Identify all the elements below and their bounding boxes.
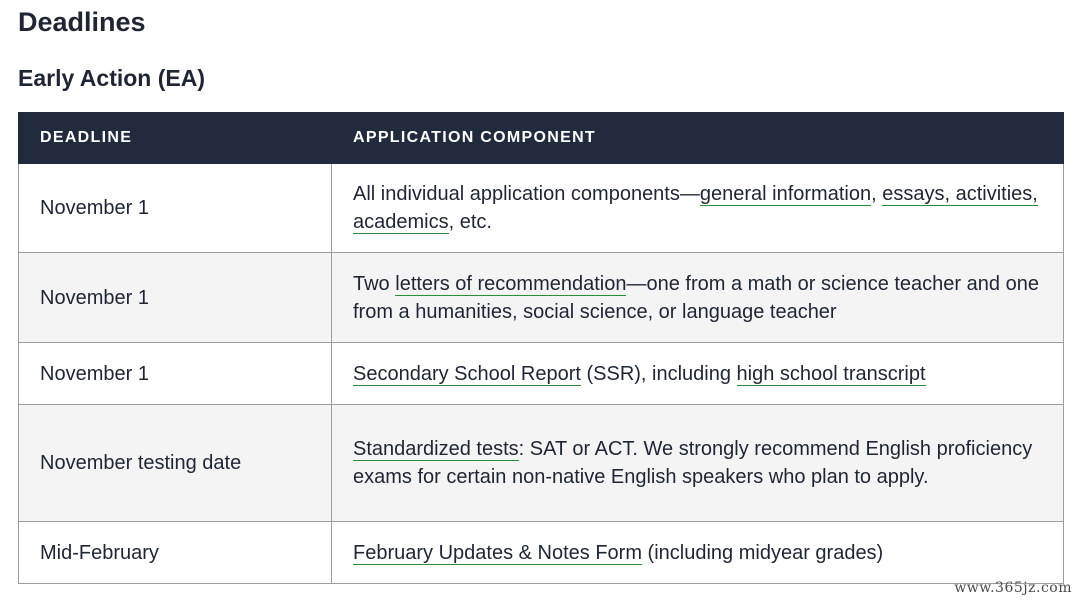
page-title: Deadlines	[18, 7, 146, 37]
table-row	[19, 253, 1064, 343]
letters-of-recommendation-link[interactable]: letters of recommendation	[395, 272, 627, 295]
general-information-link[interactable]: general information	[699, 183, 872, 205]
component-cell	[332, 253, 1064, 343]
secondary-school-report-link[interactable]: Secondary School Report	[353, 362, 581, 385]
table-row	[19, 164, 1064, 253]
component-cell	[332, 405, 1064, 522]
high-school-transcript-link[interactable]: high school transcript	[736, 362, 926, 385]
table-row	[19, 405, 1064, 522]
component-cell	[332, 522, 1064, 584]
deadline-cell: November 1	[19, 164, 332, 253]
february-updates-notes-form-link[interactable]: February Updates & Notes Form	[353, 541, 642, 564]
component-text: , etc.	[448, 211, 492, 233]
deadline-cell: November testing date	[19, 405, 332, 522]
watermark: www.365jz.com	[954, 580, 1072, 596]
component-cell	[332, 164, 1064, 253]
table-row	[19, 522, 1064, 584]
deadline-cell: November 1	[19, 343, 332, 405]
component-text: Two	[353, 272, 396, 295]
column-header-application-component: APPLICATION COMPONENT	[332, 113, 1064, 164]
deadline-cell: November 1	[19, 253, 332, 343]
essays-activities-academics-link[interactable]: essays, activities, academics	[353, 183, 1038, 233]
section-title: Early Action (EA)	[18, 65, 206, 91]
standardized-tests-link[interactable]: Standardized tests	[353, 438, 519, 460]
table-row	[19, 343, 1064, 405]
component-text: : SAT or ACT. We strongly recommend English proficiency exams for certain non-native English speakers who plan to apply.	[353, 438, 1033, 488]
component-text: (including midyear grades)	[642, 541, 884, 564]
table-header-row	[19, 113, 1064, 164]
component-text: ,	[871, 183, 883, 205]
column-header-deadline: DEADLINE	[19, 113, 332, 164]
component-text: —one from a math or science teacher and one from a humanities, social science, or language teacher	[353, 272, 1039, 323]
deadlines-table	[18, 112, 1064, 584]
deadline-cell: Mid-February	[19, 522, 332, 584]
component-text: (SSR), including	[580, 362, 737, 385]
component-cell	[332, 343, 1064, 405]
component-text: All individual application components—	[353, 183, 700, 205]
